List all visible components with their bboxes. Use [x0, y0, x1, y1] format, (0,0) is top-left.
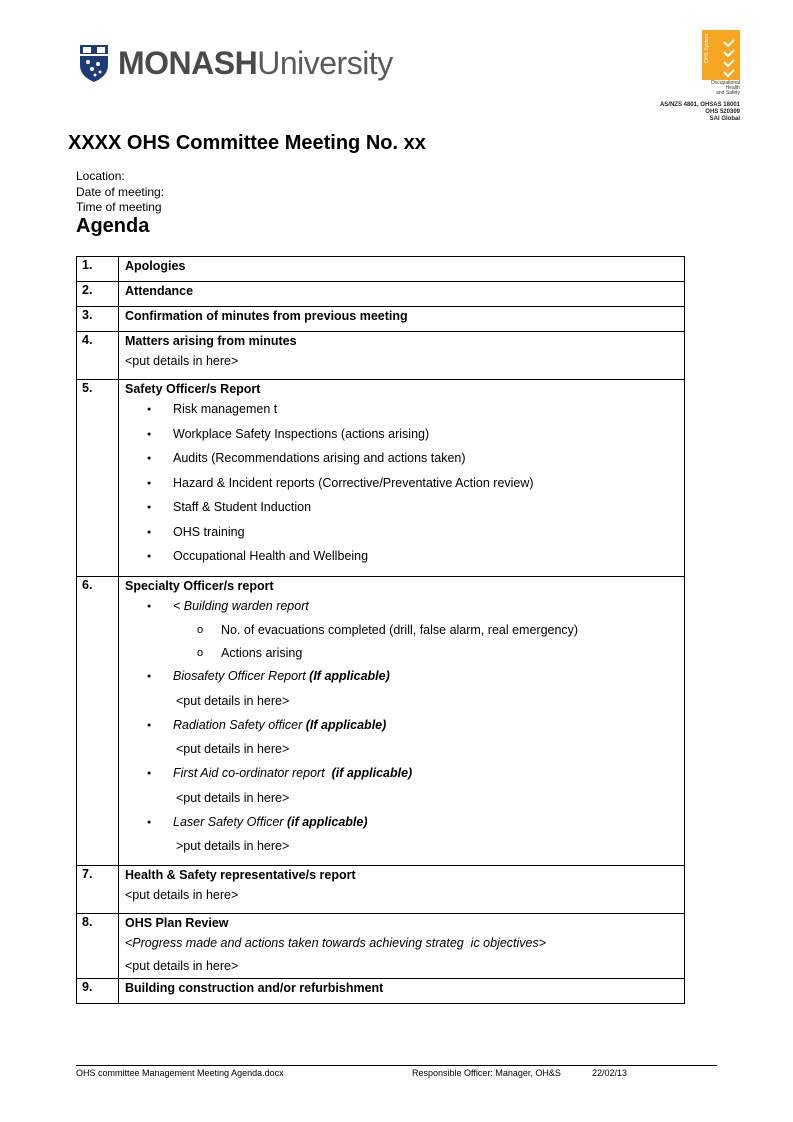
item-detail: <put details in here>: [176, 693, 290, 708]
item-detail: >put details in here>: [176, 839, 290, 853]
list-item: ● Hazard & Incident reports (Corrective/Preventative Action review): [125, 475, 678, 500]
item-heading: Matters arising from minutes: [125, 334, 297, 348]
cert-system-label: OHS System: [704, 34, 710, 63]
bullet-list: [125, 814, 678, 839]
item-heading: Specialty Officer/s report: [125, 578, 274, 593]
item-heading: Confirmation of minutes from previous meeting: [125, 309, 408, 323]
item-number: 3.: [77, 307, 119, 332]
sub-list: [125, 622, 678, 668]
agenda-heading: Agenda: [76, 215, 150, 237]
sub-list-item: o Actions arising: [125, 645, 678, 668]
item-detail: <put details in here>: [176, 790, 290, 805]
item-heading: Building construction and/or refurbishment: [125, 981, 384, 995]
table-row: [77, 866, 685, 914]
list-item: ● First Aid co-ordinator report (if applicable): [125, 765, 678, 790]
list-item: ● Staff & Student Induction: [125, 499, 678, 524]
list-item: ● Laser Safety Officer (if applicable): [125, 814, 678, 839]
item-number: 4.: [77, 332, 119, 380]
list-item: ● OHS training: [125, 524, 678, 549]
table-row: [77, 380, 685, 577]
logo-wordmark: MONASHUniversity: [118, 45, 393, 81]
item-progress: <Progress made and actions taken towards achieving strateg ic objectives>: [125, 936, 547, 950]
item-number: 7.: [77, 866, 119, 914]
table-row: [77, 979, 685, 1004]
list-item: ● Occupational Health and Wellbeing: [125, 548, 678, 573]
standards-text: AS/NZS 4801, OHSAS 18001 OHS 520309 SAI Global: [659, 102, 740, 122]
table-row: [77, 332, 685, 380]
list-item: ● < Building warden report: [125, 598, 678, 623]
footer-date: 22/02/13: [592, 1068, 628, 1078]
location-label: Location:: [76, 169, 125, 183]
item-number: 1.: [77, 257, 119, 282]
cert-line: and Safety: [716, 90, 740, 96]
time-label: Time of meeting: [76, 200, 162, 214]
checkmarks-icon: [702, 30, 740, 80]
sub-list-item: o No. of evacuations completed (drill, false alarm, real emergency): [125, 622, 678, 645]
page-title: XXXX OHS Committee Meeting No. xx: [68, 132, 426, 154]
list-item: ● Audits (Recommendations arising and actions taken): [125, 450, 678, 475]
item-number: 8.: [77, 914, 119, 979]
monash-logo: [78, 41, 393, 85]
footer-divider: [76, 1065, 717, 1066]
bullet-list: [125, 668, 678, 693]
table-row: [77, 576, 685, 866]
date-label: Date of meeting:: [76, 184, 165, 199]
bullet-list: [125, 765, 678, 790]
item-number: 2.: [77, 282, 119, 307]
list-item: ● Radiation Safety officer (If applicable): [125, 717, 678, 742]
item-number: 9.: [77, 979, 119, 1004]
table-row: [77, 257, 685, 282]
list-item: ● Workplace Safety Inspections (actions arising): [125, 426, 678, 451]
bullet-list: [125, 717, 678, 742]
item-heading: Apologies: [125, 259, 186, 273]
table-row: [77, 282, 685, 307]
item-detail: <put details in here>: [125, 959, 239, 973]
table-row: [77, 307, 685, 332]
item-heading: Safety Officer/s Report: [125, 382, 261, 396]
cert-line: Occupational: [710, 80, 740, 86]
bullet-list: [125, 401, 678, 573]
table-row: [77, 914, 685, 979]
item-heading: Attendance: [125, 284, 194, 298]
footer-officer: Responsible Officer: Manager, OH&S: [412, 1068, 561, 1078]
list-item: ● Biosafety Officer Report (If applicable): [125, 668, 678, 693]
ohs-certification-badge: [702, 30, 740, 102]
agenda-table: [76, 256, 685, 1004]
item-heading: OHS Plan Review: [125, 916, 229, 930]
item-detail: <put details in here>: [125, 354, 239, 368]
item-heading: Health & Safety representative/s report: [125, 868, 356, 882]
item-number: 6.: [77, 576, 119, 866]
item-detail: <put details in here>: [125, 888, 239, 902]
item-detail: <put details in here>: [176, 742, 290, 756]
bullet-list: [125, 598, 678, 623]
item-number: 5.: [77, 380, 119, 577]
meeting-meta: [76, 169, 164, 216]
footer-filename: OHS committee Management Meeting Agenda.docx: [76, 1068, 284, 1078]
crest-icon: [78, 43, 110, 83]
cert-line: Health: [725, 85, 740, 91]
list-item: ● Risk managemen t: [125, 401, 678, 426]
